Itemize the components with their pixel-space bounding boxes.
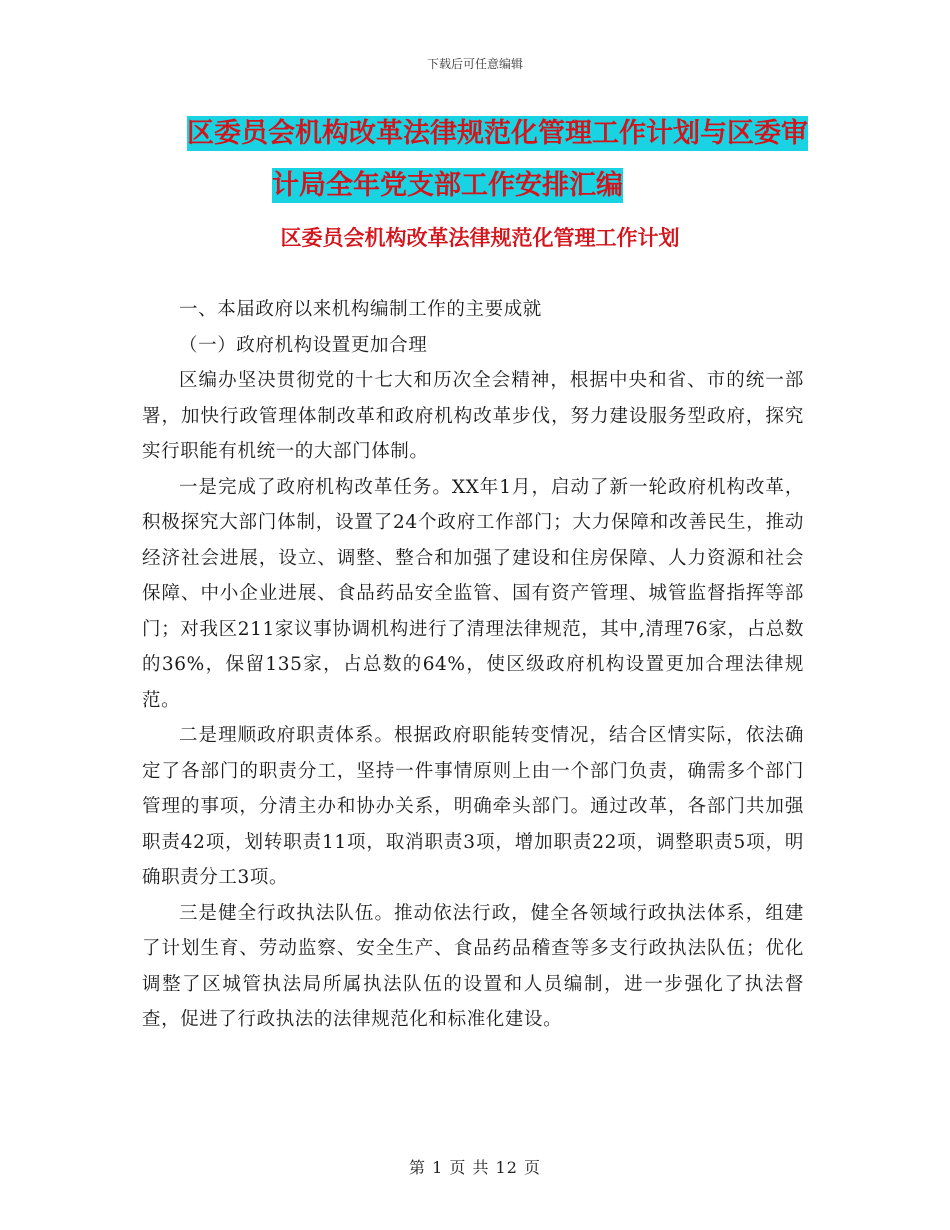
title-line-1: 区委员会机构改革法律规范化管理工作计划与区委审 <box>187 118 808 149</box>
document-body <box>142 292 804 1038</box>
section-heading: 一、本届政府以来机构编制工作的主要成就 <box>179 299 542 320</box>
subsection-heading: （一）政府机构设置更加合理 <box>179 334 428 356</box>
section-title: 区委员会机构改革法律规范化管理工作计划 <box>280 226 680 250</box>
paragraph: 三是健全行政执法队伍。推动依法行政，健全各领域行政执法体系，组建了计划生育、劳动监察、安全生产、食品药品稽查等多支行政执法队伍；优化调整了区城管执法局所属执法队伍的设置和人员编制，进一步强化了执法督查，促进了行政执法的法律规范化和标准化建设。 <box>142 902 804 1030</box>
paragraph: 区编办坚决贯彻党的十七大和历次全会精神，根据中央和省、市的统一部署，加快行政管理体制改革和政府机构改革步伐，努力建设服务型政府，探究实行职能有机统一的大部门体制。 <box>142 370 804 462</box>
document-title <box>0 108 950 212</box>
page-number: 第 1 页 共 12 页 <box>409 1158 541 1177</box>
paragraph: 一是完成了政府机构改革任务。XX年1月，启动了新一轮政府机构改革，积极探究大部门体制，设置了24个政府工作部门；大力保障和改善民生，推动经济社会进展，设立、调整、整合和加强了建设和住房保障、人力资源和社会保障、中小企业进展、食品药品安全监管、国有资产管理、城管监督指挥等部门；对我区211家议事协调机构进行了清理法律规范，其中,清理76家，占总数的36%，保留135家，占总数的64%，使区级政府机构设置更加合理法律规范。 <box>142 476 804 711</box>
page-header-note: 下载后可任意编辑 <box>426 57 523 71</box>
title-line-2: 计局全年党支部工作安排汇编 <box>272 170 623 201</box>
paragraph: 二是理顺政府职责体系。根据政府职能转变情况，结合区情实际，依法确定了各部门的职责分工，坚持一件事情原则上由一个部门负责，确需多个部门管理的事项，分清主办和协办关系，明确牵头部门。通过改革，各部门共加强职责42项，划转职责11项，取消职责3项，增加职责22项，调整职责5项，明确职责分工3项。 <box>142 725 804 888</box>
